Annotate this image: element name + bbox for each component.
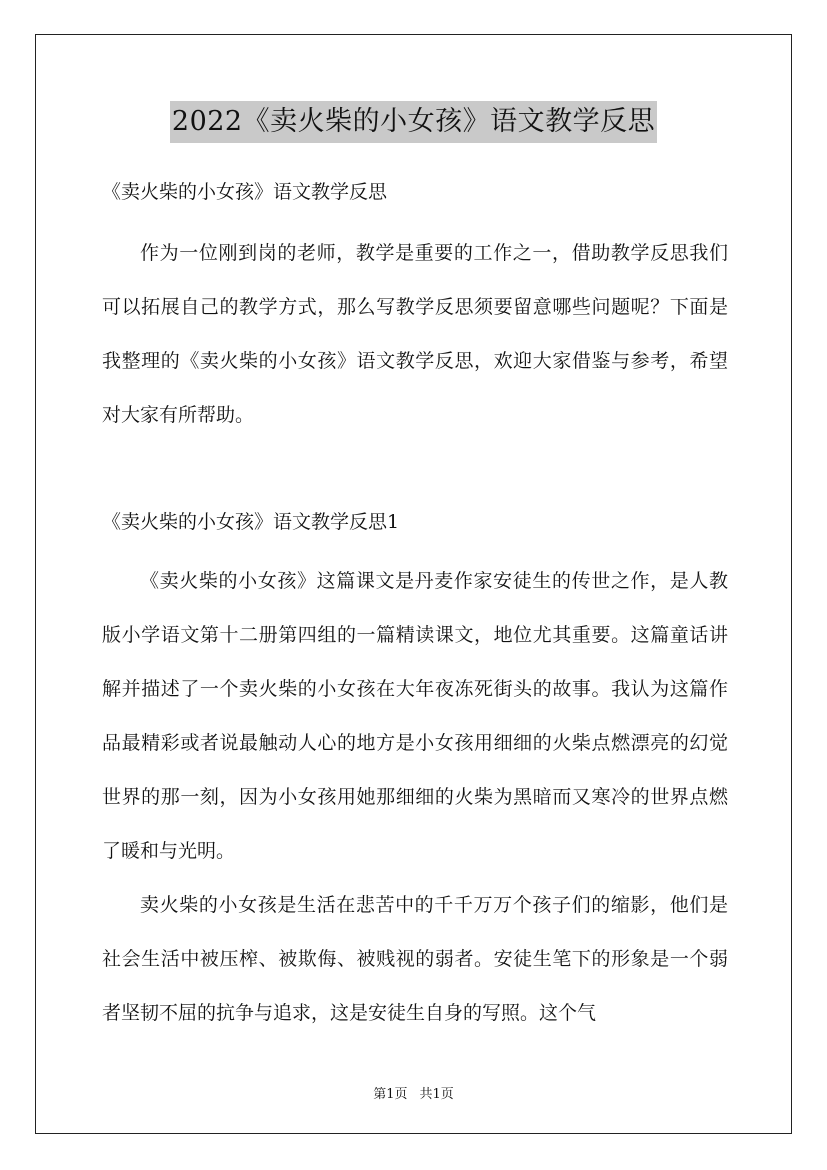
paragraph: 《卖火柴的小女孩》这篇课文是丹麦作家安徒生的传世之作，是人教版小学语文第十二册第四组的一篇精读课文，地位尤其重要。这篇童话讲解并描述了一个卖火柴的小女孩在大年夜冻死街头的故事。我认为这篇作品最精彩或者说最触动人心的地方是小女孩用细细的火柴点燃漂亮的幻觉世界的那一刻，因为小女孩用她那细细的火柴为黑暗而又寒冷的世界点燃了暖和与光明。 — [102, 570, 728, 862]
document-body — [102, 172, 728, 1040]
document-title-text: 2022《卖火柴的小女孩》语文教学反思 — [170, 101, 657, 143]
document-title — [0, 100, 827, 143]
paragraph: 作为一位刚到岗的老师，教学是重要的工作之一，借助教学反思我们可以拓展自己的教学方式，那么写教学反思须要留意哪些问题呢？下面是我整理的《卖火柴的小女孩》语文教学反思，欢迎大家借鉴与参考，希望对大家有所帮助。 — [102, 242, 728, 426]
page-footer — [0, 1083, 827, 1102]
section-heading: 《卖火柴的小女孩》语文教学反思 — [102, 181, 388, 203]
page-number-total: 共1页 — [419, 1087, 454, 1102]
paragraph: 卖火柴的小女孩是生活在悲苦中的千千万万个孩子们的缩影，他们是社会生活中被压榨、被欺侮、被贱视的弱者。安徒生笔下的形象是一个弱者坚韧不屈的抗争与追求，这是安徒生自身的写照。这个气 — [102, 894, 728, 1024]
page-number-current: 第1页 — [373, 1087, 408, 1102]
section-heading: 《卖火柴的小女孩》语文教学反思1 — [102, 511, 400, 533]
